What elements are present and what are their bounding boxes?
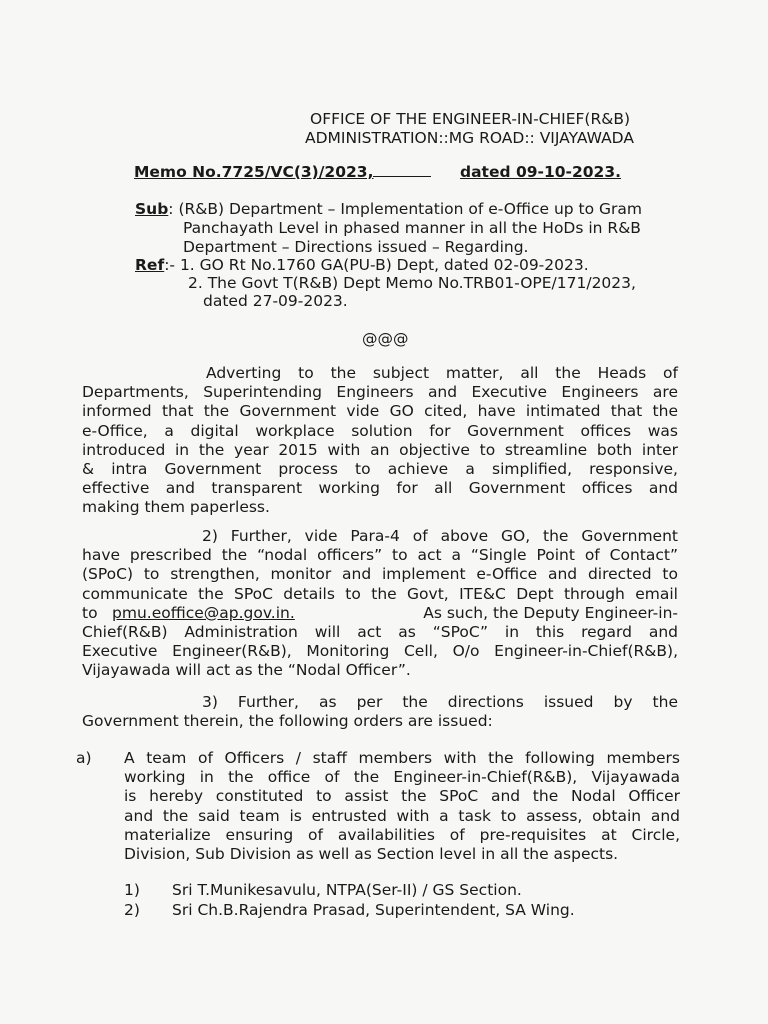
separator: @@@	[362, 330, 409, 348]
subject-line-3: Department – Directions issued – Regarding.	[183, 238, 529, 256]
reference-label: Ref	[135, 256, 165, 274]
item-a-line: materialize ensuring of availabilities of pre-requisites at Circle,	[124, 825, 680, 844]
paragraph-1	[82, 364, 678, 518]
para2-line: Vijayawada will act as the “Nodal Officer”.	[82, 661, 411, 680]
para1-line: & intra Government process to achieve a simplified, responsive,	[82, 459, 678, 478]
reference-line-1: Ref:- 1. GO Rt No.1760 GA(PU-B) Dept, dated 02-09-2023.	[135, 256, 589, 274]
subject-line-1: Sub: (R&B) Department – Implementation of e-Office up to Gram	[135, 200, 643, 218]
item-a-line: and the said team is entrusted with a task to assess, obtain and	[124, 806, 680, 825]
para2-line: (SPoC) to strengthen, monitor and implement e-Office and directed to	[82, 565, 678, 584]
para3-line: 3) Further, as per the directions issued by the	[202, 693, 678, 711]
para1-line: effective and transparent working for all Government offices and	[82, 479, 678, 498]
para2-email-line: to pmu.eoffice@ap.gov.in. As such, the Deputy Engineer-in-	[82, 603, 678, 622]
item-a-text	[124, 749, 680, 864]
item-a-marker: a)	[76, 749, 92, 767]
para1-line: introduced in the year 2015 with an objective to streamline both inter	[82, 440, 678, 459]
member-1-number: 1)	[124, 881, 140, 899]
para1-line: making them paperless.	[82, 498, 270, 517]
para2-line: 2) Further, vide Para-4 of above GO, the Government	[202, 527, 678, 545]
member-1-name: Sri T.Munikesavulu, NTPA(Ser-II) / GS Section.	[172, 881, 522, 899]
office-header-line1: OFFICE OF THE ENGINEER-IN-CHIEF(R&B)	[310, 110, 631, 128]
item-a-line: Division, Sub Division as well as Section level in all the aspects.	[124, 844, 619, 863]
memo-date: dated 09-10-2023.	[460, 163, 622, 181]
office-header-line2: ADMINISTRATION::MG ROAD:: VIJAYAWADA	[305, 129, 634, 147]
para2-line: Executive Engineer(R&B), Monitoring Cell, O/o Engineer-in-Chief(R&B),	[82, 642, 678, 661]
item-a-line: is hereby constituted to assist the SPoC and the Nodal Officer	[124, 787, 680, 806]
paragraph-2	[82, 527, 678, 681]
para2-line: have prescribed the “nodal officers” to act a “Single Point of Contact”	[82, 546, 678, 565]
item-a-line: A team of Officers / staff members with the following members	[124, 749, 680, 767]
para1-line: informed that the Government vide GO cited, have intimated that the	[82, 402, 678, 421]
para2-line: communicate the SPoC details to the Govt, ITE&C Dept through email	[82, 584, 678, 603]
reference-line-3: dated 27-09-2023.	[203, 292, 348, 310]
para1-line: Departments, Superintending Engineers and Executive Engineers are	[82, 383, 678, 402]
para1-line: Adverting to the subject matter, all the Heads of	[206, 364, 678, 382]
para3-line: Government therein, the following orders are issued:	[82, 712, 493, 731]
subject-line-2: Panchayath Level in phased manner in all the HoDs in R&B	[183, 219, 641, 237]
email-link[interactable]: pmu.eoffice@ap.gov.in.	[112, 603, 295, 622]
para1-line: e-Office, a digital workplace solution for Government offices was	[82, 421, 678, 440]
paragraph-3	[82, 693, 678, 731]
member-2-name: Sri Ch.B.Rajendra Prasad, Superintendent, SA Wing.	[172, 901, 575, 919]
para2-line: Chief(R&B) Administration will act as “SPoC” in this regard and	[82, 622, 678, 641]
reference-line-2: 2. The Govt T(R&B) Dept Memo No.TRB01-OPE/171/2023,	[188, 274, 636, 292]
subject-label: Sub	[135, 200, 169, 218]
item-a-line: working in the office of the Engineer-in-Chief(R&B), Vijayawada	[124, 768, 680, 787]
member-2-number: 2)	[124, 901, 140, 919]
memo-number: Memo No.7725/VC(3)/2023,	[134, 163, 431, 182]
